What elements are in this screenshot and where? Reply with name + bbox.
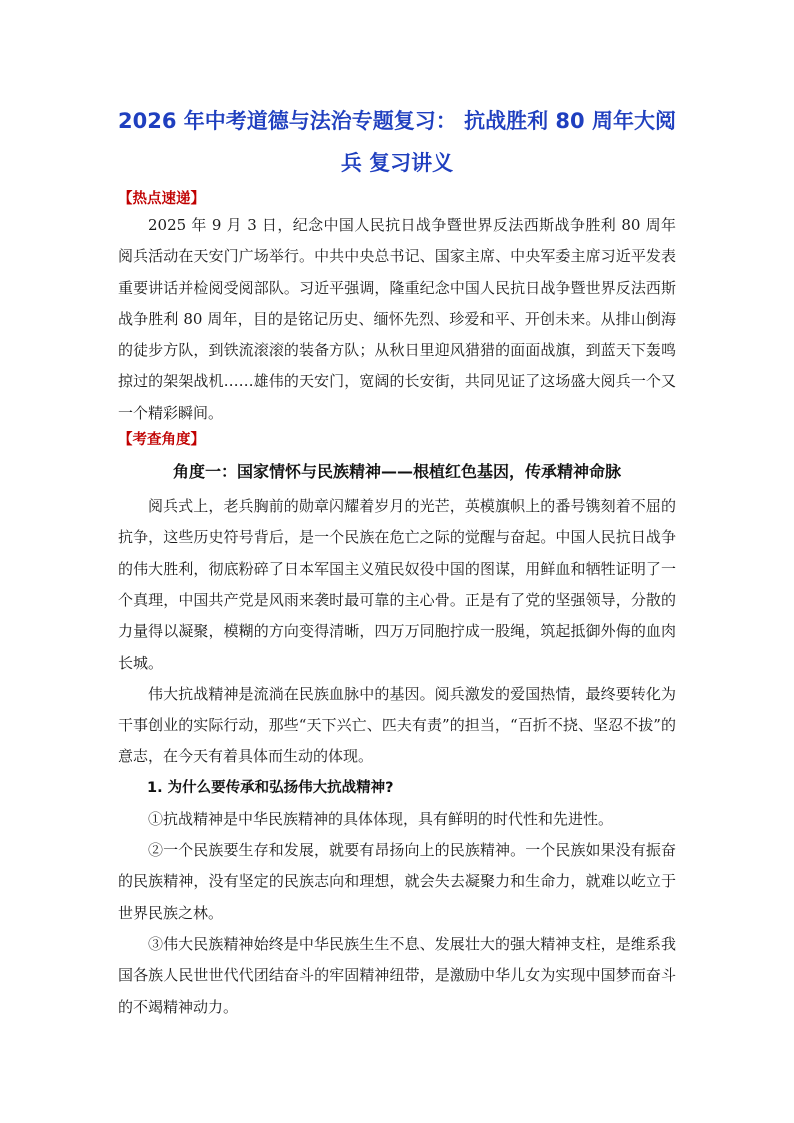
angle-one-paragraph-2: 伟大抗战精神是流淌在民族血脉中的基因。阅兵激发的爱国热情，最终要转化为干事创业的实际行动，那些“天下兴亡、匹夫有责”的担当，“百折不挠、坚忍不拔”的意志，在今天有着具体而生动的体现。 (118, 684, 676, 766)
exam-angle-label: 【考查角度】 (118, 432, 205, 449)
hot-topic-paragraph: 2025 年 9 月 3 日，纪念中国人民抗日战争暨世界反法西斯战争胜利 80 周年阅兵活动在天安门广场举行。中共中央总书记、国家主席、中央军委主席习近平发表重要讲话并检阅受阅部队。习近平强调，隆重纪念中国人民抗日战争暨世界反法西斯战争胜利 80 周年，目的是铭记历史、缅怀先烈、珍爱和平、开创未来。从排山倒海的徒步方队，到铁流滚滚的装备方队；从秋日里迎风猎猎的面面战旗，到蓝天下轰鸣掠过的架架战机……雄伟的天安门，宽阔的长安街，共同见证了这场盛大阅兵一个又一个精彩瞬间。 (118, 216, 676, 422)
hot-topic-label: 【热点速递】 (118, 191, 205, 207)
title-line-1: 2026 年中考道德与法治专题复习： 抗战胜利 80 周年大阅 (118, 109, 676, 133)
title-line-2: 兵 复习讲义 (340, 151, 454, 175)
angle-one-heading: 角度一：国家情怀与民族精神——根植红色基因，传承精神命脉 (172, 462, 621, 482)
answer-point-3: ③伟大民族精神始终是中华民族生生不息、发展壮大的强大精神支柱，是维系我国各族人民世世代代团结奋斗的牢固精神纽带，是激励中华儿女为实现中国梦而奋斗的不竭精神动力。 (118, 934, 676, 1016)
answer-point-2: ②一个民族要生存和发展，就要有昂扬向上的民族精神。一个民族如果没有振奋的民族精神，没有坚定的民族志向和理想，就会失去凝聚力和生命力，就难以屹立于世界民族之林。 (118, 841, 676, 922)
document-title (118, 100, 676, 184)
question-1-heading: 1. 为什么要传承和弘扬伟大抗战精神? (147, 779, 394, 796)
angle-one-paragraph-1: 阅兵式上，老兵胸前的勋章闪耀着岁月的光芒，英模旗帜上的番号镌刻着不屈的抗争，这些历史符号背后，是一个民族在危亡之际的觉醒与奋起。中国人民抗日战争的伟大胜利，彻底粉碎了日本军国主义殖民奴役中国的图谋，用鲜血和牺牲证明了一个真理，中国共产党是风雨来袭时最可靠的主心骨。正是有了党的坚强领导，分散的力量得以凝聚，模糊的方向变得清晰，四万万同胞拧成一股绳，筑起抵御外侮的血肉长城。 (118, 497, 676, 672)
answer-point-1: ①抗战精神是中华民族精神的具体体现，具有鲜明的时代性和先进性。 (148, 809, 614, 828)
